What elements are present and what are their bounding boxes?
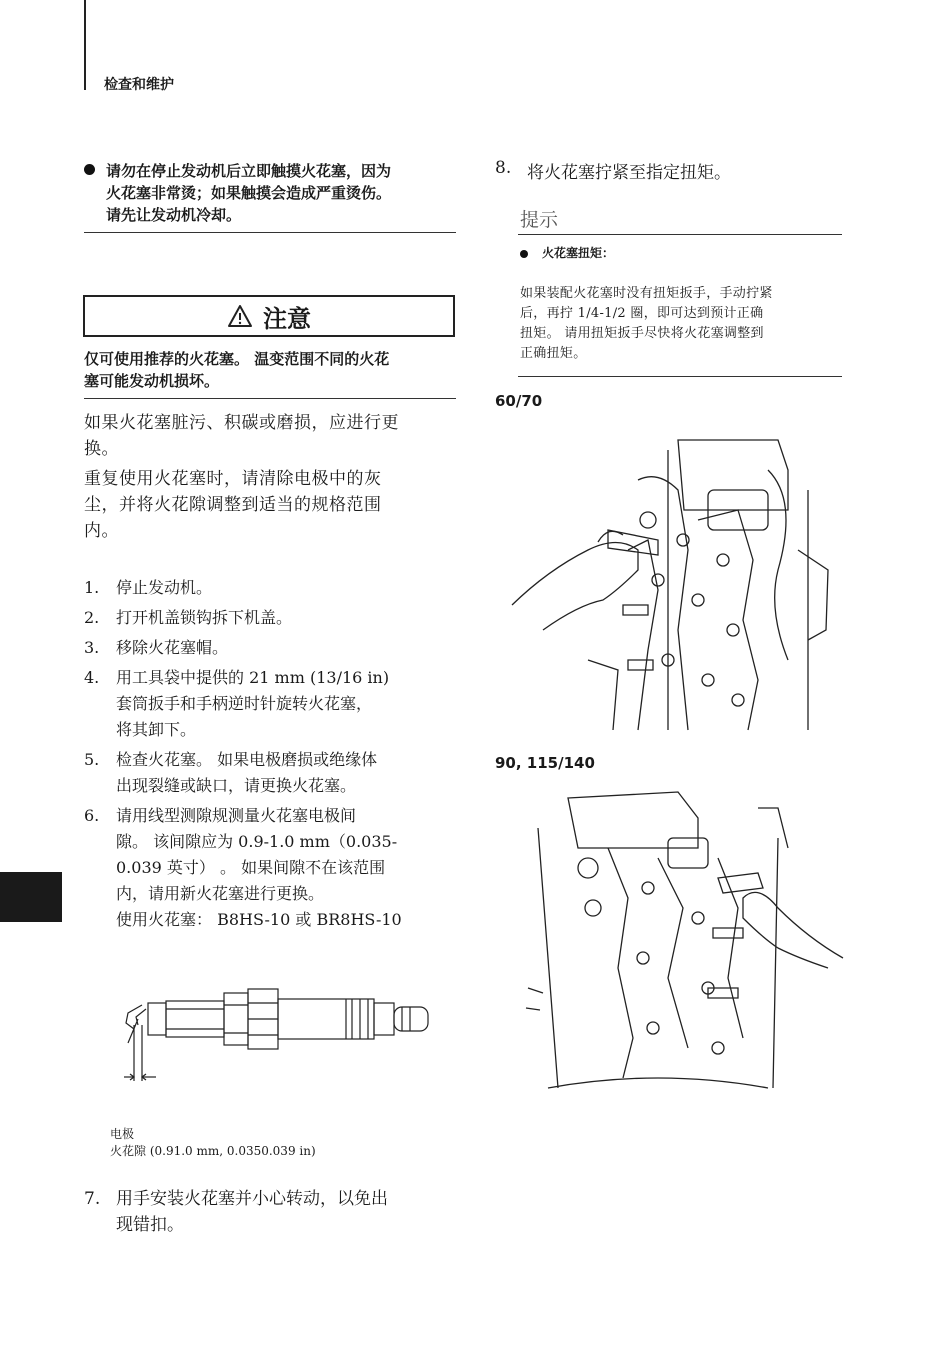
text-line: 如果装配火花塞时没有扭矩扳手，手动拧紧 bbox=[520, 286, 773, 301]
bullet-dot-icon bbox=[520, 250, 528, 258]
step-item bbox=[84, 635, 460, 661]
step-text: 移除火花塞帽。 bbox=[116, 638, 229, 657]
step-number: 4. bbox=[84, 668, 100, 687]
warning-block bbox=[84, 160, 464, 226]
step-number: 6. bbox=[84, 806, 100, 825]
caution-text bbox=[84, 348, 462, 392]
step-text: 隙。 该间隙应为 0.9-1.0 mm（0.035- bbox=[116, 832, 398, 851]
text-line: 重复使用火花塞时，请清除电极中的灰 bbox=[84, 469, 382, 489]
hint-top-divider bbox=[518, 234, 842, 235]
divider bbox=[84, 398, 456, 399]
step-number: 3. bbox=[84, 638, 100, 657]
text-line: 尘，并将火花隙调整到适当的规格范围 bbox=[84, 495, 382, 515]
step-item bbox=[84, 665, 460, 743]
step-number: 8. bbox=[495, 158, 512, 178]
warning-line: 火花塞非常烫；如果触摸会造成严重烫伤。 bbox=[106, 184, 392, 202]
hint-title: 提示 bbox=[520, 209, 559, 231]
step-text: 现错扣。 bbox=[116, 1215, 184, 1235]
caution-line: 塞可能发动机损坏。 bbox=[84, 372, 220, 390]
step-text: 将火花塞拧紧至指定扭矩。 bbox=[527, 163, 731, 183]
step-text: 打开机盖锁钩拆下机盖。 bbox=[116, 608, 293, 627]
step-text: 请用线型测隙规测量火花塞电极间 bbox=[116, 806, 357, 825]
intro-paragraph-1 bbox=[84, 410, 460, 462]
step-text: 套筒扳手和手柄逆时针旋转火花塞， bbox=[116, 694, 373, 713]
step-text: 0.039 英寸） 。 如果间隙不在该范围 bbox=[116, 858, 386, 877]
step-text: 停止发动机。 bbox=[116, 578, 213, 597]
warning-line: 请勿在停止发动机后立即触摸火花塞，因为 bbox=[106, 162, 392, 180]
step-text: 检查火花塞。 如果电极磨损或绝缘体 bbox=[116, 750, 378, 769]
step-item bbox=[84, 1186, 460, 1238]
intro-paragraph-2 bbox=[84, 466, 460, 544]
spark-plug-diagram bbox=[110, 985, 440, 1090]
step-text: 将其卸下。 bbox=[116, 720, 197, 739]
text-line: 内。 bbox=[84, 521, 119, 541]
step-number: 5. bbox=[84, 750, 100, 769]
step-number: 1. bbox=[84, 578, 100, 597]
warning-triangle-icon bbox=[227, 304, 253, 328]
caution-title: 注意 bbox=[263, 304, 311, 333]
step-text: 用工具袋中提供的 21 mm (13/16 in) bbox=[116, 668, 390, 687]
text-line: 正确扭矩。 bbox=[520, 346, 587, 361]
model-label-60-70: 60/70 bbox=[495, 392, 543, 410]
chapter-tab-marker bbox=[0, 872, 62, 922]
hint-body bbox=[520, 284, 842, 364]
steps-list bbox=[84, 575, 460, 937]
warning-line: 请先让发动机冷却。 bbox=[106, 206, 242, 224]
hint-item bbox=[520, 244, 614, 261]
text-line: 如果火花塞脏污、积碳或磨损，应进行更 bbox=[84, 413, 399, 433]
text-line: 后，再拧 1/4-1/2 圈，即可达到预计正确 bbox=[520, 306, 764, 321]
hint-item-label: 火花塞扭矩： bbox=[542, 246, 615, 260]
step-text: 内，请用新火花塞进行更换。 bbox=[116, 884, 325, 903]
text-line: 扭矩。 请用扭矩扳手尽快将火花塞调整到 bbox=[520, 326, 764, 341]
gap-label: 火花隙 (0.91.0 mm, 0.0350.039 in) bbox=[110, 1144, 316, 1158]
step-text: 出现裂缝或缺口，请更换火花塞。 bbox=[116, 776, 357, 795]
header-rule bbox=[84, 0, 86, 90]
step-item bbox=[84, 575, 460, 601]
model-label-90-115-140: 90, 115/140 bbox=[495, 754, 595, 772]
engine-illustration-90-115-140 bbox=[518, 788, 848, 1098]
step-item bbox=[84, 605, 460, 631]
step-item bbox=[84, 803, 460, 933]
hint-bottom-divider bbox=[518, 376, 842, 377]
engine-illustration-60-70 bbox=[508, 430, 838, 735]
step-text: 用手安装火花塞并小心转动，以免出 bbox=[116, 1189, 388, 1209]
text-line: 换。 bbox=[84, 439, 119, 459]
step-number: 7. bbox=[84, 1189, 101, 1209]
step-item bbox=[495, 158, 731, 183]
caution-header bbox=[83, 295, 455, 337]
electrode-label: 电极 bbox=[110, 1127, 135, 1141]
divider bbox=[84, 232, 456, 233]
section-title: 检查和维护 bbox=[104, 77, 174, 93]
caution-line: 仅可使用推荐的火花塞。 温变范围不同的火花 bbox=[84, 350, 390, 368]
step-text: 使用火花塞： B8HS-10 或 BR8HS-10 bbox=[116, 910, 402, 929]
bullet-dot-icon bbox=[84, 164, 95, 175]
step-number: 2. bbox=[84, 608, 100, 627]
step-item bbox=[84, 747, 460, 799]
